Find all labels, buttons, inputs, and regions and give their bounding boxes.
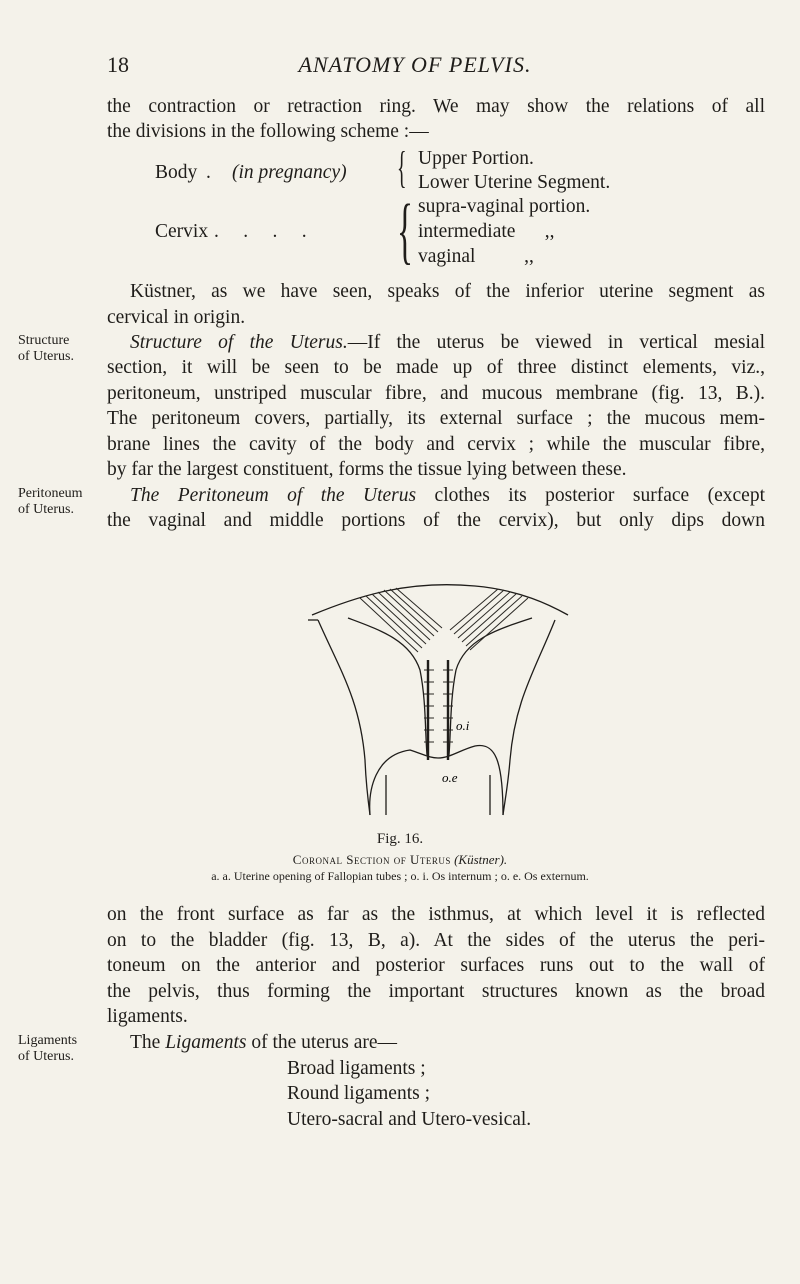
cavity-left (348, 618, 427, 755)
ligament-item: Broad ligaments ; (287, 1058, 426, 1079)
scheme-body-qualifier: (in pregnancy) (232, 162, 347, 183)
paragraph-line (130, 330, 765, 356)
sidenote-peritoneum: of Uterus. (18, 502, 74, 517)
figure-author: (Küstner). (454, 852, 508, 867)
uterus-right-wall (503, 620, 555, 815)
cervix-outline (370, 745, 503, 815)
ligament-item: Utero-sacral and Utero-vesical. (287, 1109, 532, 1130)
scheme-cervix-part: supra-vaginal portion. (418, 196, 591, 217)
hatching (450, 589, 528, 650)
heading-continuation: clothes its posterior surface (except (434, 485, 765, 506)
paragraph-line: section, it will be seen to be made up of three distinct elements, viz., (107, 357, 765, 378)
uterus-left-wall (318, 620, 370, 815)
paragraph-line: by far the largest constituent, forms the tissue lying between these. (107, 459, 627, 480)
scheme-body-part: Lower Uterine Segment. (418, 172, 611, 193)
figure-title: Coronal Section of Uterus (292, 852, 451, 867)
paragraph-line: Küstner, as we have seen, speaks of the inferior uterine segment as (130, 281, 765, 302)
ligaments-intro (130, 1030, 397, 1056)
scheme-cervix-part: vaginal ,, (418, 246, 534, 267)
paragraph-line: on the front surface as far as the isthmus, at which level it is reflected (107, 904, 765, 925)
figure-number: Fig. 16. (376, 831, 424, 847)
paragraph-line: the pelvis, thus forming the important structures known as the broad (107, 981, 765, 1002)
figure-legend: a. a. Uterine opening of Fallopian tubes ; o. i. Os internum ; o. e. Os externum. (211, 869, 589, 883)
section-heading: Ligaments (165, 1032, 247, 1053)
scheme-cervix-dots: . . . . (214, 221, 307, 242)
scheme-body-label: Body (155, 162, 198, 183)
heading-continuation: —If the uterus be viewed in vertical mesial (347, 332, 766, 353)
figure-caption (0, 852, 800, 868)
sidenote-ligaments: of Uterus. (18, 1049, 74, 1064)
scheme-cervix-part: intermediate ,, (418, 221, 555, 242)
label-os-externum: o.e (442, 770, 458, 785)
paragraph-line: ligaments. (107, 1006, 188, 1027)
sidenote-ligaments: Ligaments (18, 1033, 78, 1048)
uterus-fundus-outline (312, 585, 568, 615)
uterus-coronal-section-figure (300, 560, 580, 820)
intro-line: the divisions in the following scheme :— (107, 121, 429, 142)
intro-rest: of the uterus are— (251, 1032, 397, 1053)
running-title: ANATOMY OF PELVIS. (298, 52, 532, 77)
scheme-body-dot: . (206, 162, 211, 183)
ligament-item: Round ligaments ; (287, 1083, 430, 1104)
page-number: 18 (107, 52, 129, 77)
label-os-internum: o.i (456, 718, 470, 733)
scheme-body-part: Upper Portion. (418, 148, 534, 169)
paragraph-line: peritoneum, unstriped muscular fibre, and mucous membrane (fig. 13, B.). (107, 383, 765, 404)
paragraph-line: toneum on the anterior and posterior surfaces runs out to the wall of (107, 955, 765, 976)
intro-line: the contraction or retraction ring. We may show the relations of all (107, 96, 765, 117)
sidenote-structure: of Uterus. (18, 349, 74, 364)
paragraph-line (130, 483, 765, 509)
scheme-cervix-label: Cervix (155, 221, 209, 242)
intro-prefix: The (130, 1032, 161, 1053)
section-heading: The Peritoneum of the Uterus (130, 485, 417, 506)
sidenote-structure: Structure (18, 333, 70, 348)
paragraph-line: on to the bladder (fig. 13, B, a). At the sides of the uterus the peri- (107, 930, 765, 951)
brace-icon: { (397, 190, 413, 272)
paragraph-line: the vaginal and middle portions of the cervix), but only dips down (107, 510, 765, 531)
cavity-right (449, 618, 532, 755)
paragraph-line: cervical in origin. (107, 307, 246, 328)
brace-icon: { (397, 143, 407, 192)
paragraph-line: The peritoneum covers, partially, its external surface ; the mucous mem- (107, 408, 765, 429)
paragraph-line: brane lines the cavity of the body and cervix ; while the muscular fibre, (107, 434, 765, 455)
sidenote-peritoneum: Peritoneum (18, 486, 83, 501)
hatching (360, 588, 442, 652)
section-heading: Structure of the Uterus. (130, 332, 348, 353)
